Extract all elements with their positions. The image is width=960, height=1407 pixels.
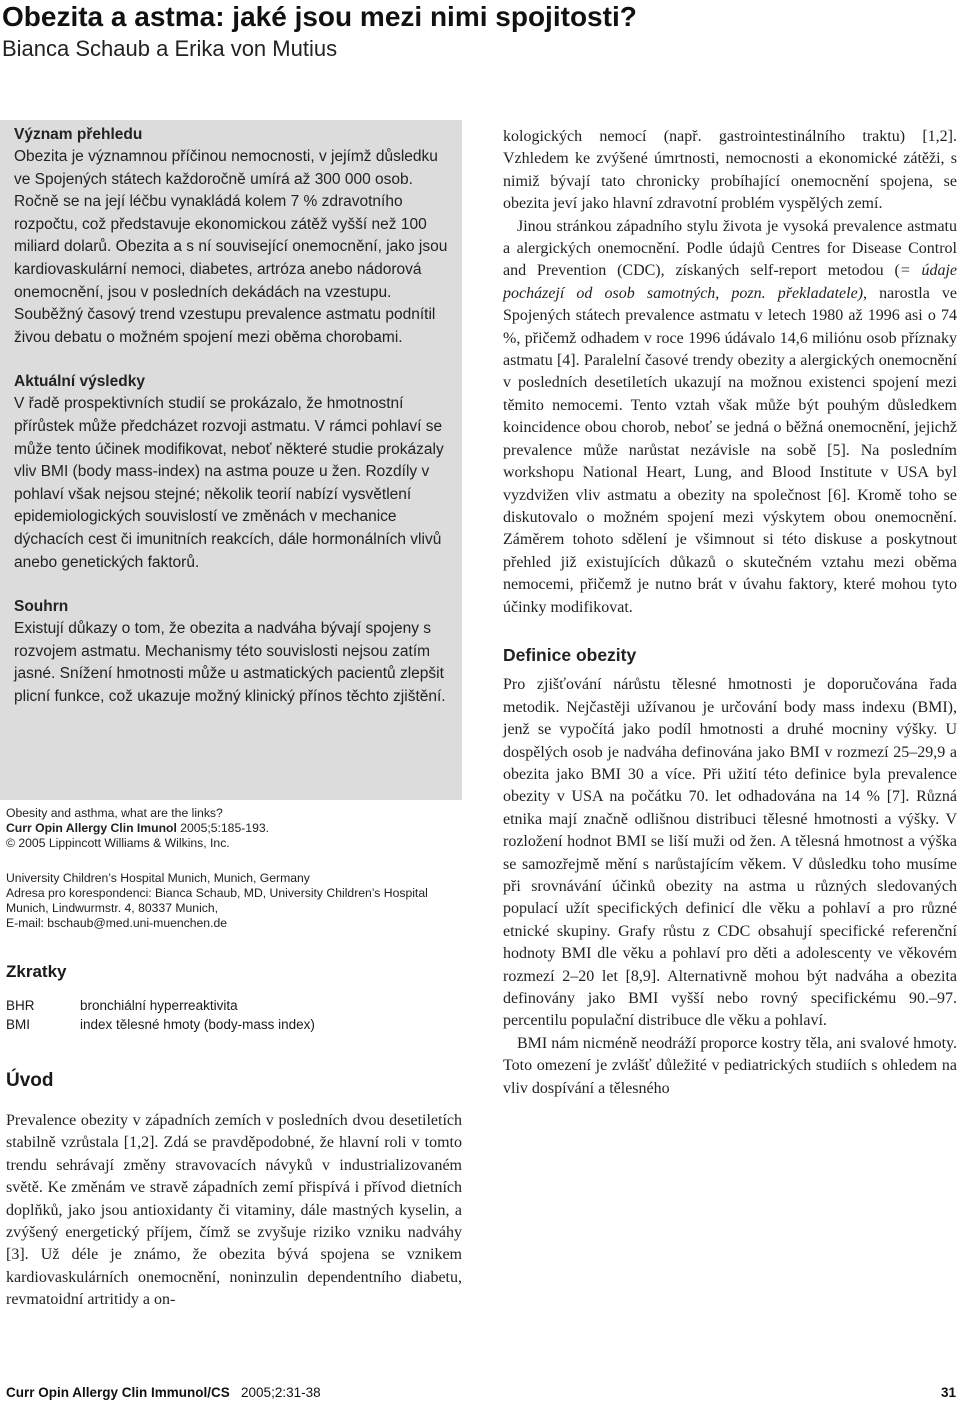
- abbreviation-row: [6, 996, 456, 1015]
- right-column: [503, 126, 957, 1100]
- citation: [6, 821, 456, 836]
- section-heading-definition: Definice obezity: [503, 644, 637, 665]
- abstract-box: [0, 120, 462, 800]
- abbreviations-list: [6, 996, 456, 1034]
- abstract-heading-summary: Souhrn: [14, 598, 69, 616]
- body-paragraph-2-start: Jinou stránkou západního stylu života je vysoká prevalence astmatu a alergických onemocnění. Podle údajů Centres for Disease Control and Prevention (CDC), získaných self-report metodou (: [503, 217, 957, 280]
- page-number: 31: [940, 1385, 956, 1400]
- body-paragraph-2: [503, 216, 957, 619]
- body-paragraph-4: BMI nám nicméně neodráží proporce kostry těla, ani svalové hmoty. Toto omezení je zvlášť důležité v pediatrických studiích s ohledem na vliv dospívání a tělesného: [503, 1034, 957, 1097]
- abstract-text-summary: Existují důkazy o tom, že obezita a nadváha bývají spojeny s rozvojem astmatu. Mechanismy této souvislosti nejsou zatím jasné. Snížení hmotnosti může u astmatických pacientů zlepšit plicní funkce, což ukazuje možný klinický přínos těchto zjištění.: [14, 620, 446, 705]
- intro-heading: Úvod: [6, 1070, 54, 1091]
- footer-journal: Curr Opin Allergy Clin Immunol/CS: [6, 1385, 230, 1400]
- correspondence: Adresa pro korespondenci: Bianca Schaub, MD, University Children’s Hospital Munich, Lindwurmstr. 4, 80337 Munich,: [6, 886, 428, 915]
- body-paragraph-2-end: , narostla ve Spojených státech prevalence astmatu v letech 1980 až 1996 asi o 74 %, přičemž odhadem v roce 1996 údávalo 14,6 miliónu osob příznaky astmatu [4]. Paralelní časové trendy obezity a alergických onemocnění v posledních desetiletích ukazují na možnou existenci spojení mezi těmito nemocemi. Tento vztah však může být pouhým důsledkem koincidence obou chorob, neboť se jedná o běžná onemocnění, jejichž prevalence může narůstat nezávisle na sobě [5]. Na posledním workshopu National Heart, Lung, and Blood Institute v USA byl vyzdvižen vliv astmatu a obezity na společnost [6]. Kromě toho se diskutovalo o možném spojení mezi výskytem obou onemocnění. Záměrem tohoto sdělení je všimnout si této diskuse a poskytnout přehled již existujících důkazů o skutečném vztahu mezi oběma nemocemi, přičemž je nutno brát v úvahu faktory, které mohou tyto účinky modifikovat.: [503, 284, 958, 616]
- abbreviation-key: BHR: [6, 998, 35, 1013]
- translator-note: = údaje pocházejí od osob samotných, pozn. překladatele): [503, 262, 958, 302]
- abbreviation-key: BMI: [6, 1017, 31, 1032]
- citation-journal: Curr Opin Allergy Clin Imunol: [6, 821, 177, 835]
- body-paragraph-3: Pro zjišťování nárůstu tělesné hmotnosti je doporučována řada metodik. Nejčastěji užívanou je určování body mass indexu (BMI), jenž se vypočítá jako podíl hmotnosti a druhé mocniny výšky. U dospělých osob je nadváha definována jako BMI v rozmezí 25–29,9 a obezita jako BMI 30 a více. Při užití této definice byla prevalence obezity v USA na počátku 70. let odhadována na 14 % [7]. Různá etnika mají značně odlišnou distribuci tělesné hmotnosti a výšky. V rozložení hodnot BMI se liší muži od žen. A tělesná hmotnost a výška se samozřejmě mění s narůstajícím věkem. V důsledku toho musíme při srovnávání účinků obezity na astma u různých sledovaných populací užít specifických definicí dle věku a pohlaví a pro různé etnické skupiny. Grafy růstu z CDC obsahují specifické referenční hodnoty BMI dle věku a pohlaví pro děti a adolescenty ve věkovém rozmezí 2–20 let [8,9]. Alternativně mohou být nadváha a obezita definovány jako BMI vyšší nebo rovný specifickému 90.–97. percentilu populační distribuce dle věku a pohlaví.: [503, 676, 957, 1030]
- page-footer: [6, 1385, 956, 1400]
- abstract-text-significance: Obezita je významnou příčinou nemocnosti, v jejímž důsledku ve Spojených státech každoročně umírá až 300 000 osob. Ročně se na její léčbu vynakládá kolem 7 % zdravotního rozpočtu, což představuje ekonomickou zátěž vyšší než 100 miliard dolarů. Obezita a s ní související onemocnění, jako jsou kardiovaskulární nemoci, diabetes, artróza anebo nádorová onemocnění, jsou v posledních dekádách na vzestupu. Souběžný časový trend vzestupu prevalence astmatu podnítil živou debatu o možném spojení mezi oběma chorobami.: [14, 148, 448, 346]
- intro-paragraph: Prevalence obezity v západních zemích v posledních dvou desetiletích stabilně vzrůstala [1,2]. Zdá se pravděpodobné, že hlavní roli v tomto trendu sehrávají změny stravovacích návyků v industrializovaném světě. Ke změnám ve stravě západních zemí přispívá i přívod dietních doplňků, jako jsou antioxidanty či vitaminy, dále mastných kyselin, a zvýšený energetický příjem, čímž se zvyšuje riziko vzniku nadváhy [3]. Už déle je známo, že obezita bývá spojena se vznikem kardiovaskulárních onemocnění, noninzulin dependentního diabetu, revmatoidní artritidy a on-: [6, 1112, 462, 1309]
- english-title: Obesity and asthma, what are the links?: [6, 806, 223, 820]
- footer-issue: 2005;2:31-38: [241, 1385, 321, 1400]
- abbreviation-row: [6, 1015, 456, 1034]
- email[interactable]: E-mail: bschaub@med.uni-muenchen.de: [6, 916, 228, 930]
- article-authors: Bianca Schaub a Erika von Mutius: [2, 36, 338, 61]
- affiliation: University Children’s Hospital Munich, Munich, Germany: [6, 871, 310, 885]
- title-block: [0, 0, 960, 64]
- abbreviation-value: index tělesné hmoty (body-mass index): [80, 1017, 315, 1032]
- abstract-heading-significance: Význam přehledu: [14, 126, 143, 143]
- abbreviation-value: bronchiální hyperreaktivita: [80, 998, 238, 1013]
- citation-details: 2005;5:185-193.: [176, 821, 270, 835]
- copyright: © 2005 Lippincott Williams & Wilkins, Inc.: [6, 836, 230, 850]
- abstract-text-findings: V řadě prospektivních studií se prokázalo, že hmotnostní přírůstek může předcházet rozvoji astmatu. V rámci pohlaví se může tento účinek modifikovat, neboť některé studie prokázaly vliv BMI (body mass-index) na astma pouze u žen. Rozdíly v pohlaví však nejsou stejné; několik teorií nabízí vysvětlení epidemiologických souvislostí ve změnách v mechanice dýchacích cest či imunitních reakcích, dále hormonálních vlivů anebo genetických faktorů.: [14, 395, 444, 571]
- article-title: Obezita a astma: jaké jsou mezi nimi spojitosti?: [2, 1, 637, 32]
- body-paragraph-1: kologických nemocí (např. gastrointestinálního traktu) [1,2]. Vzhledem ke zvýšené úmrtnosti, nemocnosti a ekonomické zátěži, s nimiž bývají tato chronicky probíhající onemocnění spojena, se obezita jeví jako hlavní zdravotní problém vyspělých zemí.: [503, 128, 957, 213]
- article-meta: [6, 806, 456, 931]
- abstract-heading-findings: Aktuální výsledky: [14, 373, 145, 391]
- abbreviations-title: Zkratky: [6, 962, 67, 981]
